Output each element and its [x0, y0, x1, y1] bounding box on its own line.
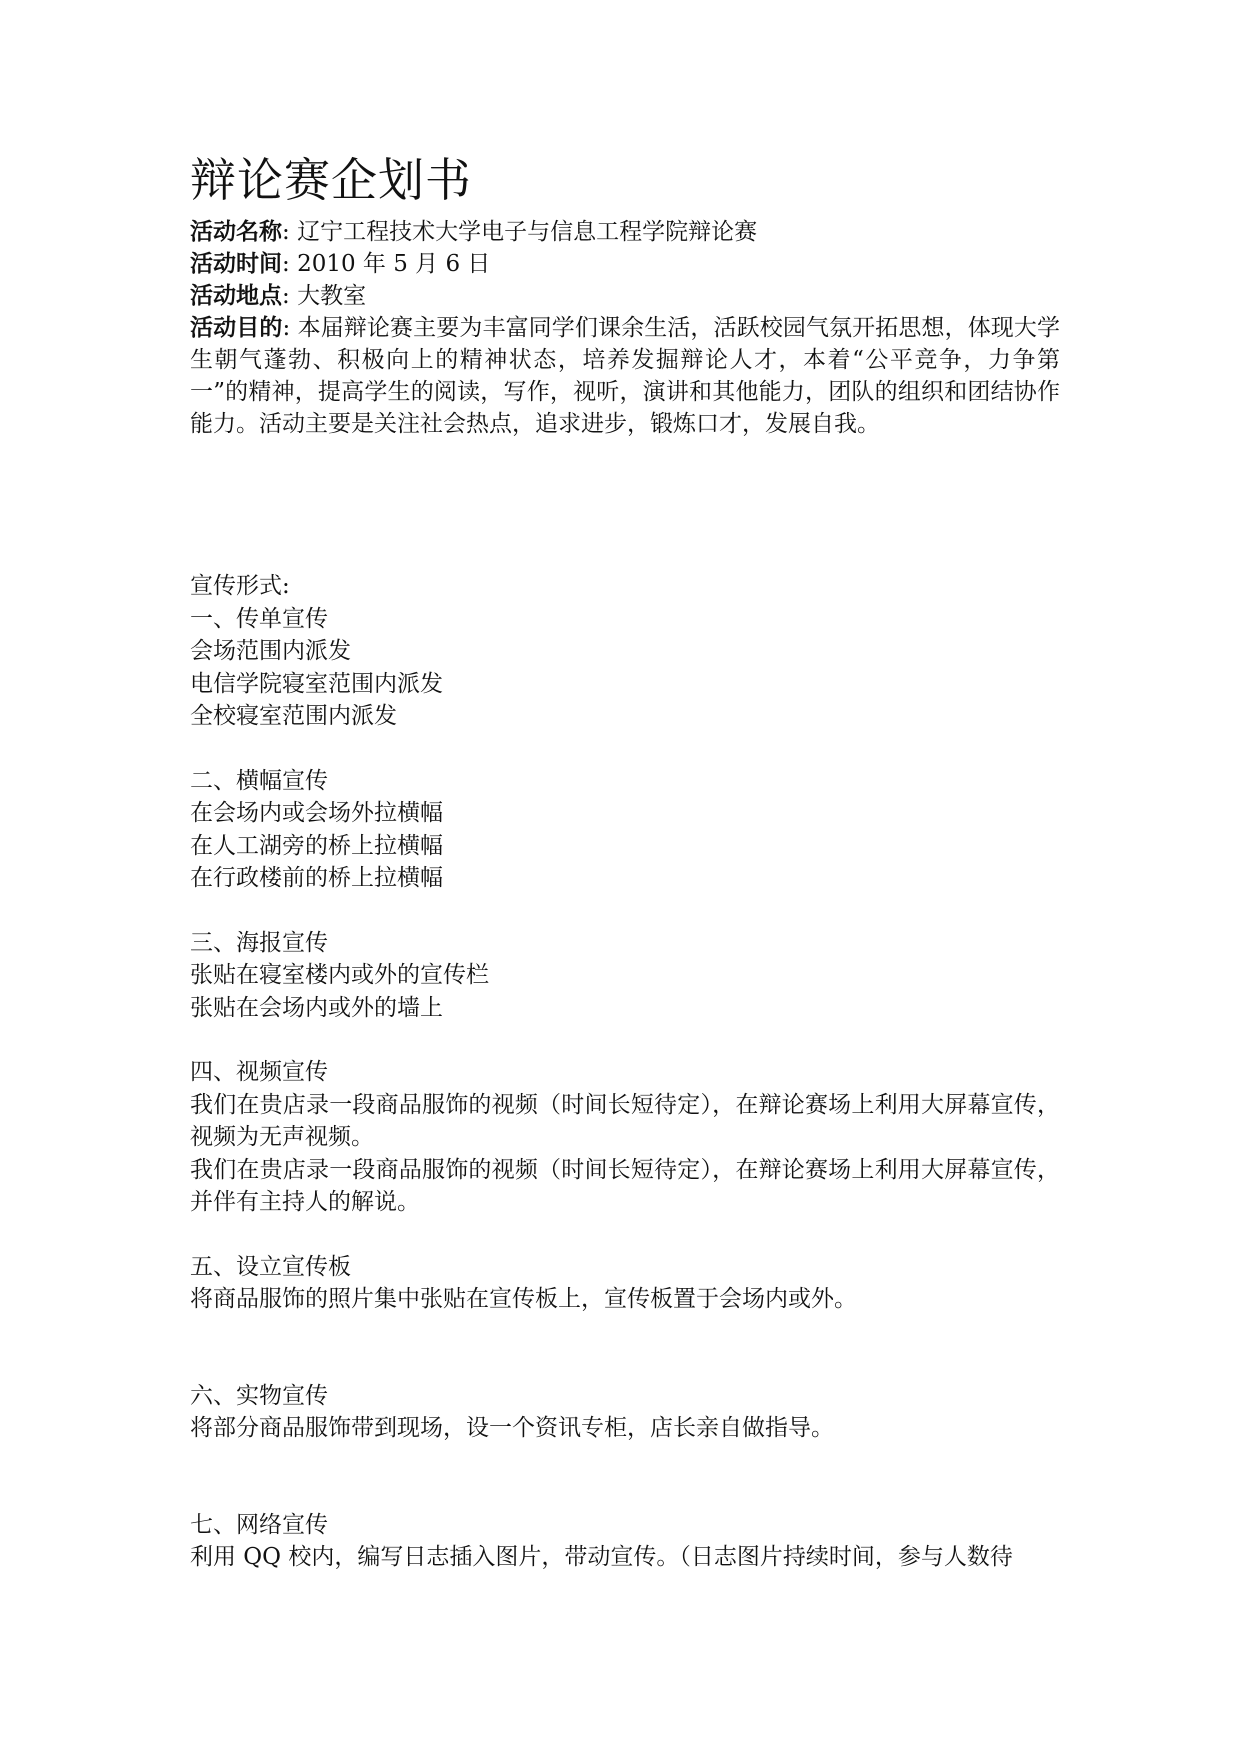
list-item: 我们在贵店录一段商品服饰的视频（时间长短待定），在辩论赛场上利用大屏幕宣传，并伴有主持人的解说。: [190, 1156, 1060, 1215]
field-label: 活动地点: [190, 282, 282, 309]
field-value: 辽宁工程技术大学电子与信息工程学院辩论赛: [297, 219, 758, 245]
field-separator: :: [282, 315, 298, 341]
spacer: [190, 440, 1060, 570]
field-separator: :: [282, 251, 298, 277]
list-item: 利用 QQ 校内，编写日志插入图片，带动宣传。（日志图片持续时间，参与人数待: [190, 1544, 1013, 1570]
list-item: 将商品服饰的照片集中张贴在宣传板上，宣传板置于会场内或外。: [190, 1286, 857, 1312]
spacer: [190, 1219, 1060, 1251]
list-item: 在会场内或会场外拉横幅: [190, 800, 443, 826]
spacer: [190, 1024, 1060, 1056]
section-heading: 一、传单宣传: [190, 605, 328, 632]
field-activity-purpose: [190, 312, 1060, 440]
promo-heading: 宣传形式:: [190, 573, 290, 599]
list-item: 我们在贵店录一段商品服饰的视频（时间长短待定），在辩论赛场上利用大屏幕宣传，视频为无声视频。: [190, 1091, 1060, 1150]
field-label: 活动目的: [190, 314, 283, 341]
field-separator: :: [282, 283, 298, 309]
field-label: 活动名称: [190, 218, 282, 245]
spacer: [190, 895, 1060, 927]
spacer: [190, 733, 1060, 765]
list-item: 在人工湖旁的桥上拉横幅: [190, 832, 443, 859]
list-item: 全校寝室范围内派发: [190, 703, 397, 729]
list-item: 在行政楼前的桥上拉横幅: [190, 865, 443, 891]
list-item: 张贴在会场内或外的墙上: [190, 994, 443, 1021]
field-activity-time: [190, 248, 1060, 280]
section-heading: 四、视频宣传: [190, 1059, 328, 1085]
field-value: 2010 年 5 月 6 日: [297, 251, 491, 277]
section-heading: 二、横幅宣传: [190, 767, 328, 794]
section-heading: 三、海报宣传: [190, 929, 328, 956]
field-value: 本届辩论赛主要为丰富同学们课余生活，活跃校园气氛开拓思想，体现大学生朝气蓬勃、积极向上的精神状态，培养发掘辩论人才，本着“公平竞争，力争第一”的精神，提高学生的阅读，写作，视听，演讲和其他能力，团队的组织和团结协作能力。活动主要是关注社会热点，追求进步，锻炼口才，发展自我。: [190, 315, 1061, 437]
field-activity-name: [190, 216, 1060, 248]
list-item: 会场范围内派发: [190, 638, 351, 664]
field-label: 活动时间: [190, 250, 282, 277]
section-heading: 五、设立宣传板: [190, 1253, 351, 1280]
field-separator: :: [282, 219, 298, 245]
document-page: [190, 150, 1060, 1574]
list-item: 张贴在寝室楼内或外的宣传栏: [190, 962, 489, 988]
document-title: 辩论赛企划书: [190, 153, 472, 207]
field-value: 大教室: [297, 283, 367, 309]
section-heading: 六、实物宣传: [190, 1382, 328, 1409]
field-activity-location: [190, 280, 1060, 312]
list-item: 将部分商品服饰带到现场，设一个资讯专柜，店长亲自做指导。: [190, 1415, 834, 1441]
list-item: 电信学院寝室范围内派发: [190, 670, 443, 697]
spacer: [190, 1316, 1060, 1380]
spacer: [190, 1445, 1060, 1509]
section-heading: 七、网络宣传: [190, 1511, 328, 1538]
